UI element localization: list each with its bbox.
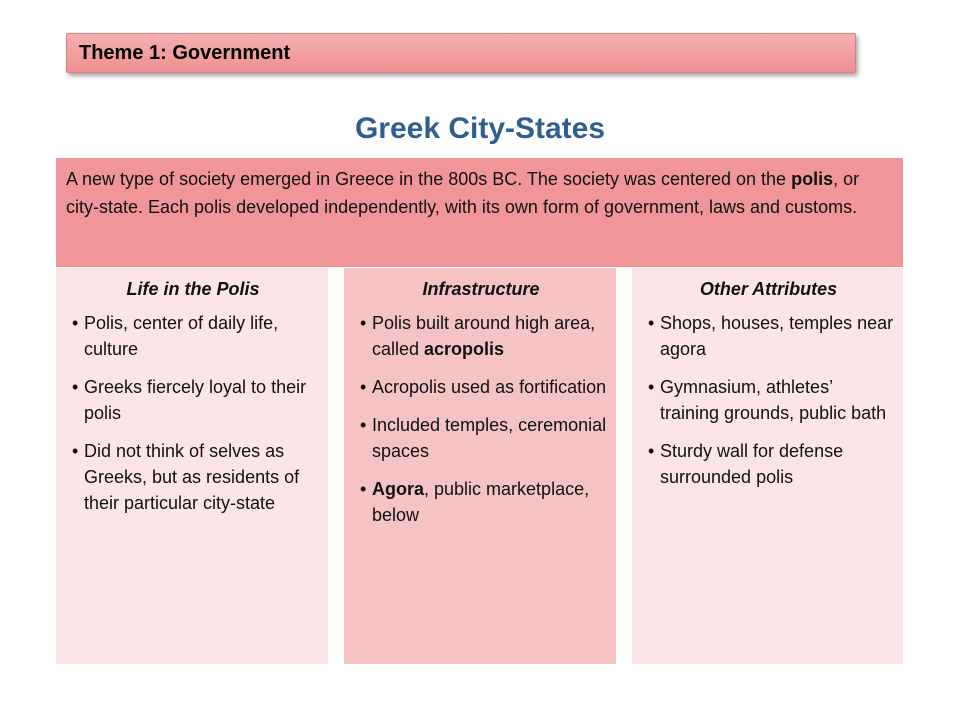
column-title: Other Attributes [699, 279, 838, 299]
column-life-in-polis [56, 268, 328, 664]
list-item: • Included temples, ceremonial spaces [354, 412, 608, 464]
intro-text-2: , or city-state. Each polis developed independently, with its own form of government, laws and customs. [66, 169, 860, 217]
intro-text-1: A new type of society emerged in Greece in the 800s BC. The society was centered on the [66, 169, 792, 189]
column-title: Infrastructure [422, 279, 540, 299]
list-item: • Agora, public marketplace, below [354, 476, 608, 528]
list-item: • Acropolis used as fortification [354, 374, 608, 400]
list-item: • Did not think of selves as Greeks, but as residents of their particular city-state [66, 438, 320, 516]
intro-box [56, 158, 903, 267]
column-infrastructure [344, 268, 616, 664]
theme-label: Theme 1: Government [79, 41, 291, 64]
intro-bold-polis: polis [791, 169, 834, 189]
column-other-attributes [632, 268, 903, 664]
bullet-list [354, 310, 608, 528]
list-item: • Shops, houses, temples near agora [642, 310, 895, 362]
list-item: • Sturdy wall for defense surrounded polis [642, 438, 895, 490]
column-title: Life in the Polis [126, 279, 260, 299]
list-item: • Gymnasium, athletes’ training grounds, public bath [642, 374, 895, 426]
bullet-list [66, 310, 320, 516]
bullet-list [642, 310, 895, 490]
theme-banner [66, 33, 856, 73]
list-item: • Polis built around high area, called acropolis [354, 310, 608, 362]
list-item: • Greeks fiercely loyal to their polis [66, 374, 320, 426]
page-title: Greek City-States [354, 112, 606, 145]
list-item: • Polis, center of daily life, culture [66, 310, 320, 362]
